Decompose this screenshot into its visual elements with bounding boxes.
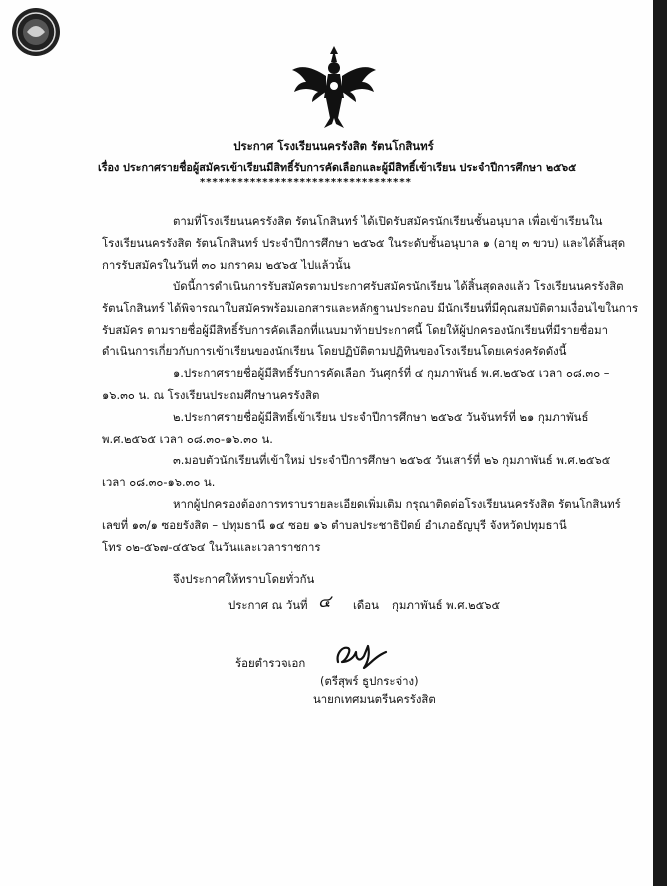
item-1-line-1: ๑.ประกาศรายชื่อผู้มีสิทธิ์รับการคัดเลือก วันศุกร์ที่ ๔ กุมภาพันธ์ พ.ศ.๒๕๖๕ เวลา ๐๘.๓๐ –: [173, 366, 610, 380]
handwritten-signature: [334, 636, 390, 670]
signer-title: นายกเทศมนตรีนครรังสิต: [313, 692, 436, 706]
signer-rank: ร้อยตำรวจเอก: [235, 656, 306, 670]
paragraph-2-line-4: ดำเนินการเกี่ยวกับการเข้าเรียนของนักเรียน โดยปฏิบัติตามปฏิทินของโรงเรียนโดยเคร่งครัดดังนี้: [102, 344, 567, 358]
separator-stars: **********************************: [200, 177, 412, 188]
item-2-line-1: ๒.ประกาศรายชื่อผู้มีสิทธิ์เข้าเรียน ประจำปีการศึกษา ๒๕๖๕ วันจันทร์ที่ ๒๑ กุมภาพันธ์: [173, 410, 589, 424]
date-month-label: เดือน: [353, 598, 379, 612]
paragraph-2-line-2: รัตนโกสินทร์ ได้พิจารณาใบสมัครพร้อมเอกสารและหลักฐานประกอบ มีนักเรียนที่มีคุณสมบัติตามเงื่อนไขในการ: [102, 301, 639, 315]
paragraph-3-line-2: เลขที่ ๑๓/๑ ซอยรังสิต – ปทุมธานี ๑๔ ซอย ๑๖ ตำบลประชาธิปัตย์ อำเภอธัญบุรี จังหวัดปทุมธานี: [102, 518, 567, 532]
scan-edge: [653, 0, 667, 886]
item-1-line-2: ๑๖.๓๐ น. ณ โรงเรียนประถมศึกษานครรังสิต: [102, 388, 320, 402]
org-heading: ประกาศ โรงเรียนนครรังสิต รัตนโกสินทร์: [233, 139, 434, 153]
subject-heading: เรื่อง ประกาศรายชื่อผู้สมัครเข้าเรียนมีสิทธิ์รับการคัดเลือกและผู้มีสิทธิ์เข้าเรียน ประจำปีการศึกษา ๒๕๖๕: [98, 161, 577, 174]
paragraph-3-line-1: หากผู้ปกครองต้องการทราบรายละเอียดเพิ่มเติม กรุณาติดต่อโรงเรียนนครรังสิต รัตนโกสินทร์: [173, 497, 621, 511]
announce-line: จึงประกาศให้ทราบโดยทั่วกัน: [173, 572, 315, 586]
paragraph-1-line-1: ตามที่โรงเรียนนครรังสิต รัตนโกสินทร์ ได้เปิดรับสมัครนักเรียนชั้นอนุบาล เพื่อเข้าเรียนใน: [173, 214, 603, 228]
paragraph-1-line-3: การรับสมัครในวันที่ ๓๐ มกราคม ๒๕๖๕ ไปแล้วนั้น: [102, 258, 351, 272]
item-2-line-2: พ.ศ.๒๕๖๕ เวลา ๐๘.๓๐-๑๖.๓๐ น.: [102, 432, 273, 446]
paragraph-1-line-2: โรงเรียนนครรังสิต รัตนโกสินทร์ ประจำปีการศึกษา ๒๕๖๕ ในระดับชั้นอนุบาล ๑ (อายุ ๓ ขวบ) และได้สิ้นสุด: [102, 236, 626, 250]
paragraph-2-line-3: รับสมัคร ตามรายชื่อผู้มีสิทธิ์รับการคัดเลือกที่แนบมาท้ายประกาศนี้ โดยให้ผู้ปกครองนักเรียนที่มีรายชื่อมา: [102, 323, 608, 337]
date-prefix: ประกาศ ณ วันที่: [228, 598, 308, 612]
round-seal-icon: [10, 6, 62, 58]
paragraph-3-line-3: โทร ๐๒-๕๖๗-๔๕๖๔ ในวันและเวลาราชการ: [102, 540, 321, 554]
garuda-emblem-icon: [288, 42, 380, 134]
paragraph-2-line-1: บัดนี้การดำเนินการรับสมัครตามประกาศรับสมัครนักเรียน ได้สิ้นสุดลงแล้ว โรงเรียนนครรังสิต: [173, 279, 624, 293]
item-3-line-1: ๓.มอบตัวนักเรียนที่เข้าใหม่ ประจำปีการศึกษา ๒๕๖๕ วันเสาร์ที่ ๒๖ กุมภาพันธ์ พ.ศ.๒๕๖๕: [173, 453, 611, 467]
date-rest: กุมภาพันธ์ พ.ศ.๒๕๖๕: [392, 598, 501, 612]
date-day-handwritten: ๔: [318, 592, 331, 612]
item-3-line-2: เวลา ๐๘.๓๐-๑๖.๓๐ น.: [102, 475, 216, 489]
signer-name: (ตรีสุพร์ ธูปกระจ่าง): [320, 674, 419, 688]
